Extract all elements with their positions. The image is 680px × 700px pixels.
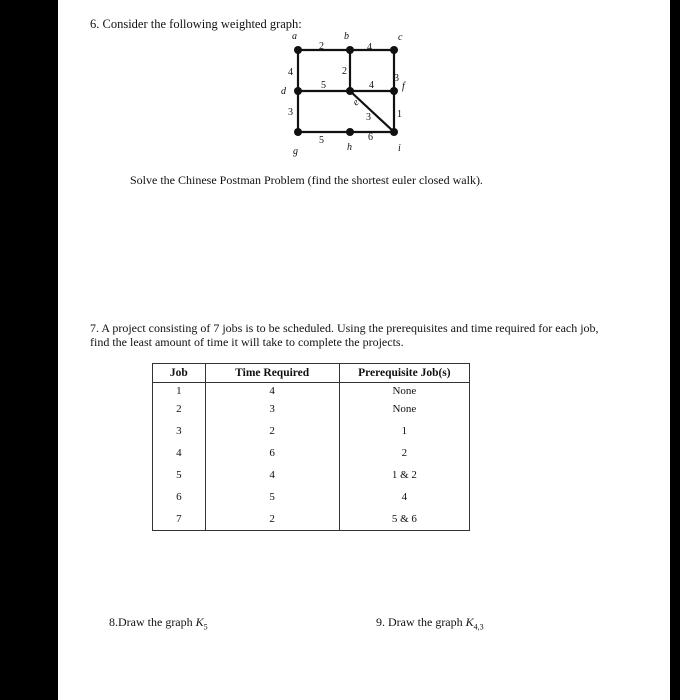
- table-header-row: [153, 364, 470, 383]
- question-9-subscript: 4,3: [473, 622, 484, 632]
- cell-time: 6: [205, 442, 339, 464]
- cell-time: 5: [205, 486, 339, 508]
- weight-de: 5: [321, 80, 326, 91]
- weight-fi: 1: [397, 109, 402, 120]
- cell-prereq: 5 & 6: [391, 513, 417, 525]
- table-row: [153, 383, 470, 399]
- cell-time: 4: [205, 464, 339, 486]
- label-a: a: [292, 31, 297, 42]
- vertex-i: [390, 128, 398, 136]
- weight-ab: 2: [319, 41, 324, 52]
- weight-hi: 6: [368, 132, 373, 143]
- table-row: [153, 398, 470, 420]
- label-b: b: [344, 31, 349, 42]
- label-f: f: [402, 81, 405, 92]
- question-9-prompt: [376, 615, 484, 634]
- table-row: [153, 486, 470, 508]
- label-i: i: [398, 143, 401, 154]
- vertex-a: [294, 46, 302, 54]
- edge-ei: [350, 91, 394, 132]
- question-9-text: 9. Draw the graph: [376, 615, 466, 629]
- vertex-b: [346, 46, 354, 54]
- question-6-prompt: 6. Consider the following weighted graph:: [90, 17, 302, 31]
- label-h: h: [347, 142, 352, 153]
- question-8-subscript: 5: [203, 622, 208, 632]
- cell-job: 5: [153, 464, 206, 486]
- question-8-prompt: [109, 615, 208, 634]
- table-row: [153, 464, 470, 486]
- label-e: e: [350, 97, 362, 109]
- question-7-prompt: 7. A project consisting of 7 jobs is to be scheduled. Using the prerequisites and time required for each job, find the least amount of time it will take to complete the projects.: [90, 321, 599, 349]
- vertex-f: [390, 87, 398, 95]
- cell-prereq: 1: [401, 425, 408, 437]
- weight-dg: 3: [288, 107, 293, 118]
- cell-prereq: None: [392, 403, 417, 415]
- vertex-e: [346, 87, 354, 95]
- cell-job: 7: [153, 508, 206, 531]
- cell-job: 2: [153, 398, 206, 420]
- weighted-graph: [248, 28, 478, 163]
- cell-job: 4: [153, 442, 206, 464]
- vertex-h: [346, 128, 354, 136]
- vertex-c: [390, 46, 398, 54]
- weight-ef: 4: [369, 80, 374, 91]
- cell-time: 2: [205, 420, 339, 442]
- weight-cf: 3: [394, 73, 399, 84]
- table-row: [153, 508, 470, 531]
- cell-prereq: 4: [401, 491, 408, 503]
- cell-job: 6: [153, 486, 206, 508]
- vertex-d: [294, 87, 302, 95]
- cell-prereq: None: [392, 384, 417, 397]
- label-c: c: [398, 32, 403, 43]
- weight-ad: 4: [288, 67, 293, 78]
- question-9-graph-name: K: [465, 615, 474, 629]
- cell-job: 1: [153, 383, 206, 399]
- question-6-instruction: Solve the Chinese Postman Problem (find the shortest euler closed walk).: [130, 173, 483, 187]
- cell-time: 2: [205, 508, 339, 531]
- cell-time: 3: [205, 398, 339, 420]
- vertex-g: [294, 128, 302, 136]
- label-g: g: [293, 146, 298, 157]
- weight-ei: 3: [366, 112, 371, 123]
- weight-gh: 5: [319, 135, 324, 146]
- worksheet-page: [58, 0, 670, 700]
- header-time-required: Time Required: [205, 364, 339, 383]
- header-job: Job: [153, 364, 206, 383]
- cell-prereq: 1 & 2: [391, 469, 417, 481]
- weight-be: 2: [342, 66, 347, 77]
- table-row: [153, 420, 470, 442]
- header-prerequisites: Prerequisite Job(s): [339, 364, 469, 383]
- cell-job: 3: [153, 420, 206, 442]
- jobs-table: [152, 363, 470, 531]
- question-8-graph-name: K: [195, 615, 204, 629]
- cell-time: 4: [205, 383, 339, 399]
- label-d: d: [281, 86, 286, 97]
- table-row: [153, 442, 470, 464]
- question-8-text: 8.Draw the graph: [109, 615, 196, 629]
- weight-bc: 4: [367, 42, 372, 53]
- cell-prereq: 2: [401, 447, 408, 459]
